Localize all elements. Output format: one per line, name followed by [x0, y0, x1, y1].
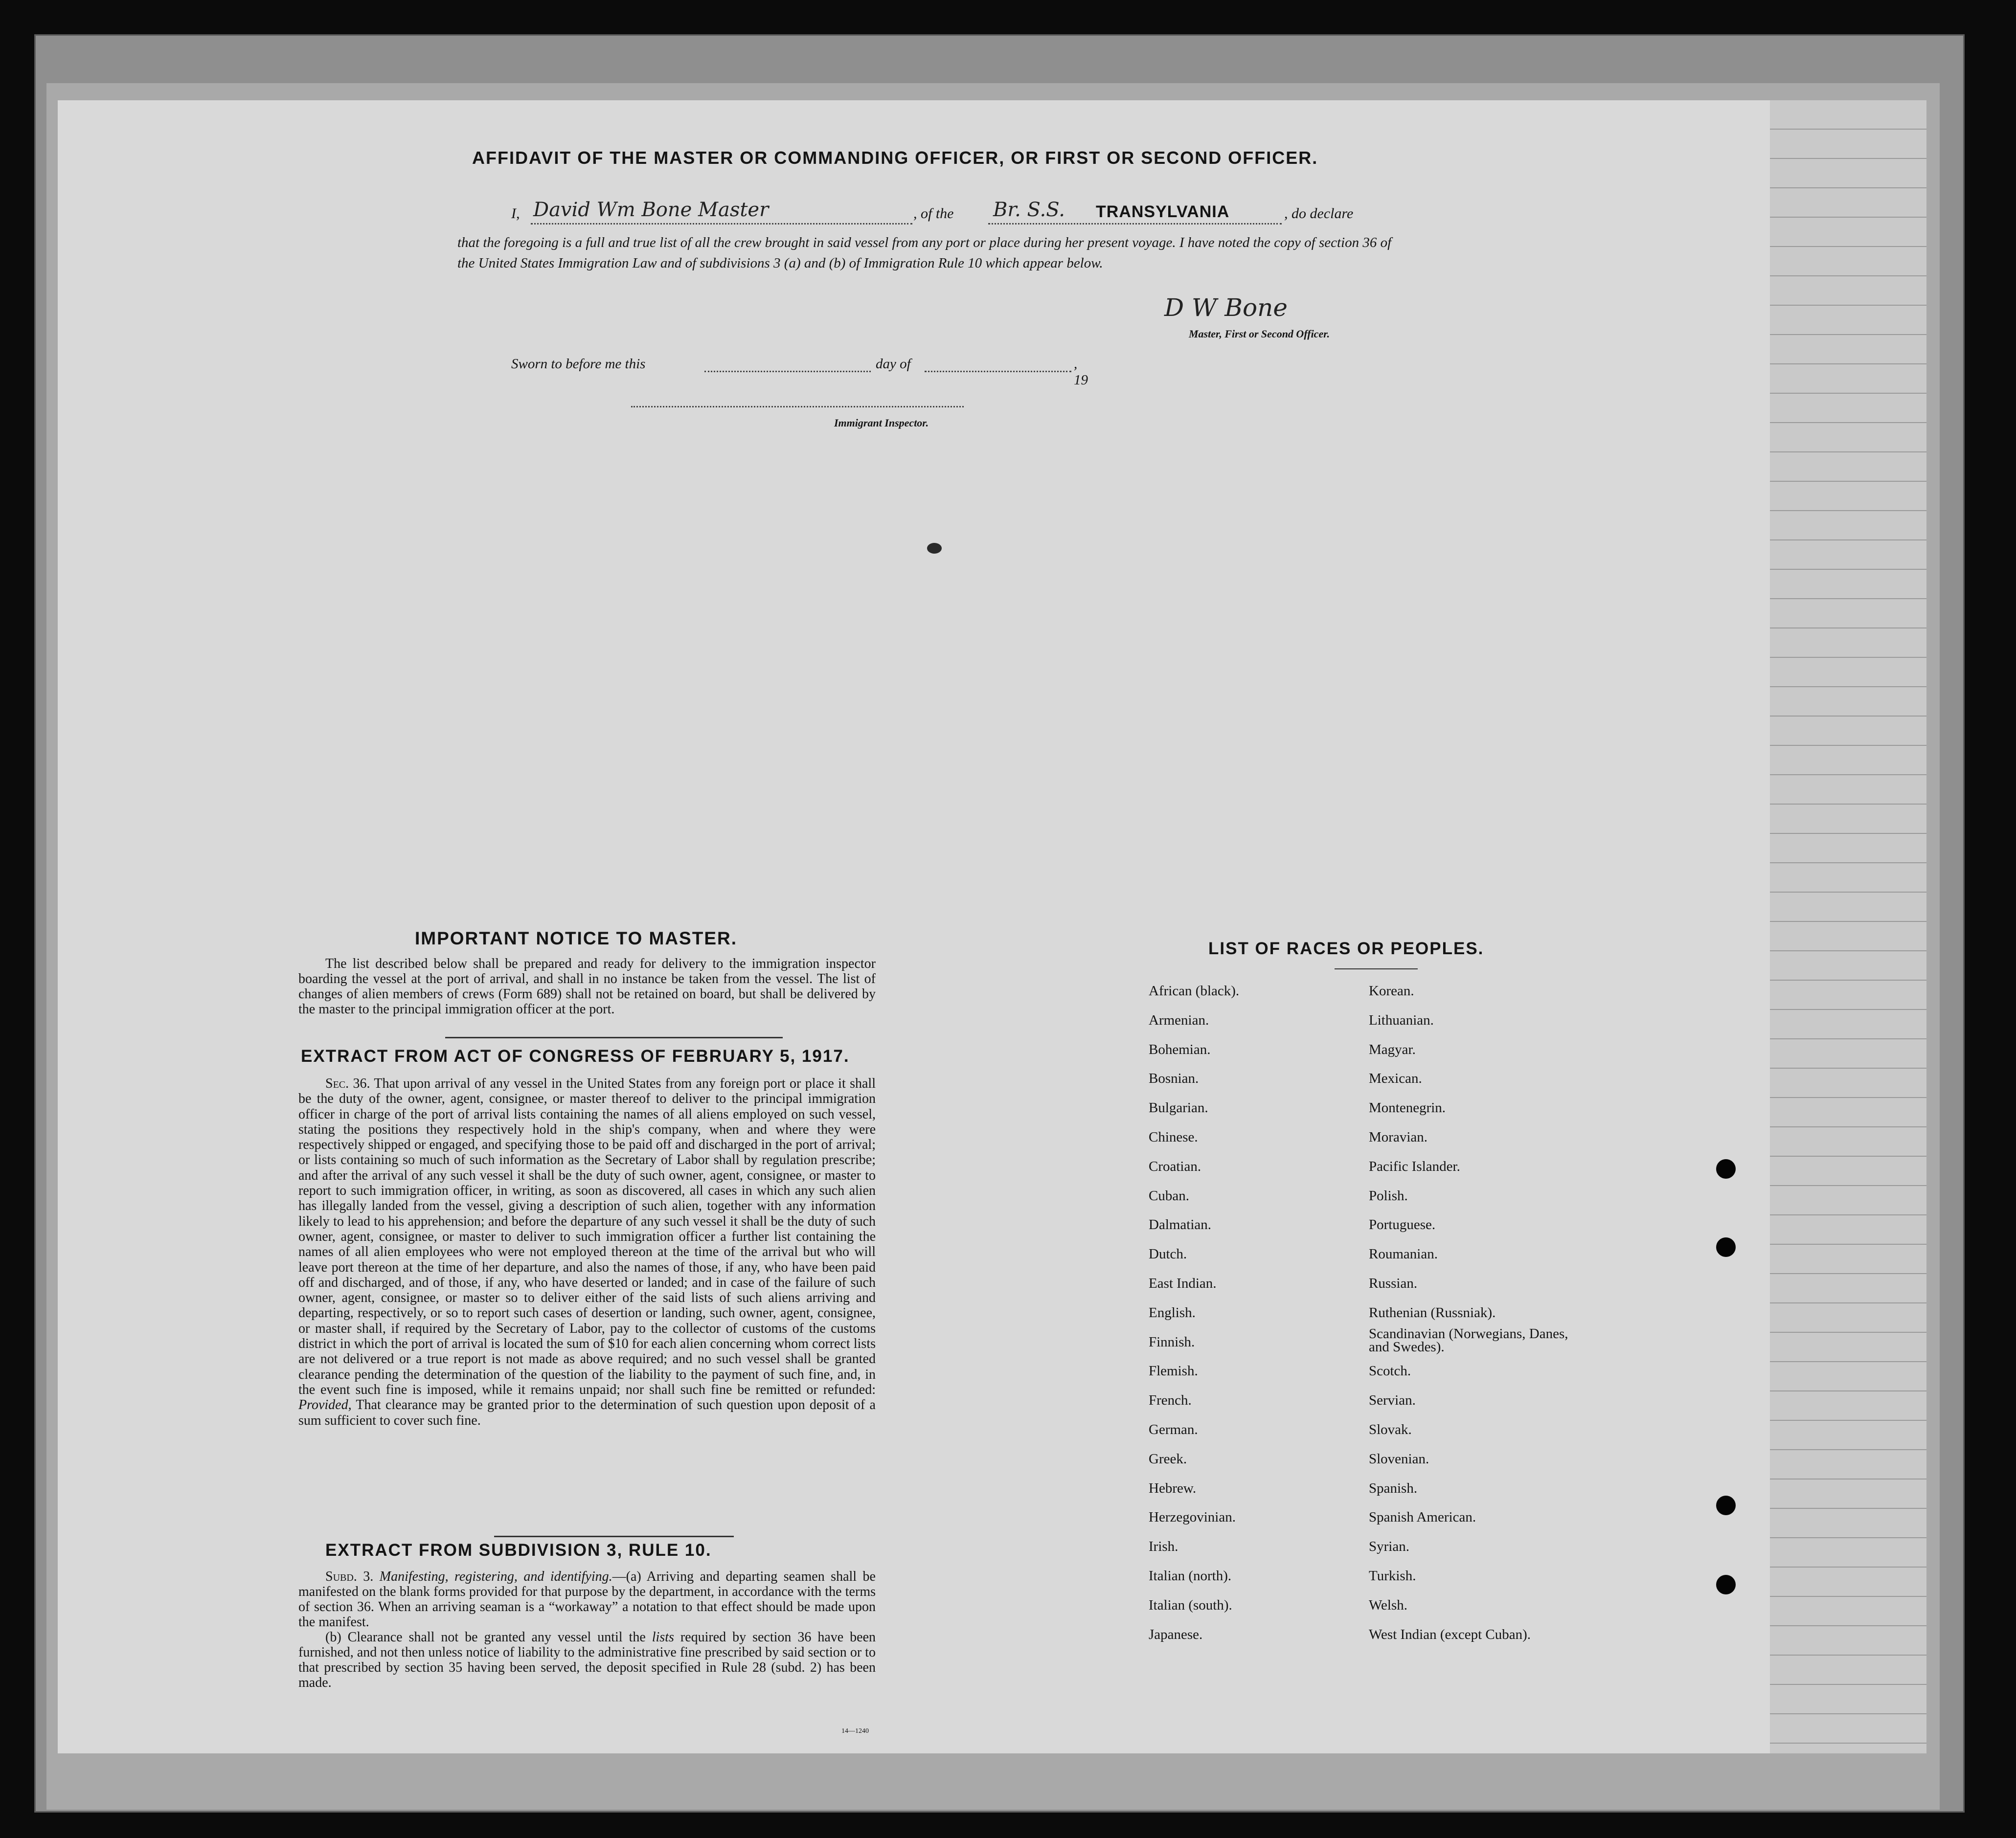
race-item: Roumanian.	[1369, 1246, 1438, 1262]
race-item: Mexican.	[1369, 1071, 1422, 1087]
races-rule	[1335, 968, 1418, 969]
ruled-margin-strip	[1770, 100, 1926, 1753]
notice-title: IMPORTANT NOTICE TO MASTER.	[415, 928, 738, 948]
race-item: Polish.	[1369, 1188, 1408, 1204]
race-item: Dutch.	[1149, 1246, 1187, 1262]
punch-hole	[1716, 1575, 1736, 1594]
act-section-36	[298, 1076, 876, 1428]
race-item: Welsh.	[1369, 1597, 1408, 1613]
race-item: Spanish American.	[1369, 1509, 1476, 1525]
race-item: Scotch.	[1369, 1363, 1411, 1379]
section-text: That upon arrival of any vessel in the United States from any foreign port or place it shall be the duty of the owner, agent, consignee, or master thereof to deliver to the principal immigration officer in charge of the port of arrival lists containing the names of all aliens employed on such vessel, stating the positions they respectively hold in the ship's company, when and where they were respectively shipped or engaged, and specifying those to be paid off and discharged in the port of arrival; or lists containing so much of such information as the Secretary of Labor shall by regulation prescribe; and after the arrival of any such vessel it shall be the duty of such owner, agent, consignee, or master to report to such immigration officer, in writing, as soon as discovered, all cases in which any such alien has illegally landed from the vessel, giving a description of such alien, together with any information likely to lead to his apprehension; and before the departure of any such vessel it shall be the duty of such owner, agent, consignee, or master to deliver to such immigration officer a further list containing the names of all alien employees who were not employed thereon at the time of the arrival but who will leave port thereon at the time of her departure, and also the names of those, if any, who have been paid off and discharged, and of those, if any, who have deserted or landed; and in case of the failure of such owner, agent, consignee, or master so to deliver either of the said lists of such aliens arriving and departing, respectively, or so to report such cases of desertion or landing, such owner, agent, consignee, or master shall, if required by the Secretary of Labor, pay to the collector of customs of the customs district in which the port of arrival is located the sum of $10 for each alien concerning whom correct lists are not delivered or a true report is not made as above required; and no such vessel shall be granted clearance pending the determination of the question of the liability to the payment of such fine, and, in the event such fine is imposed, while it remains unpaid; nor shall such fine be remitted or refunded:	[298, 1076, 876, 1397]
vessel-prefix-handwritten: Br. S.S.	[993, 199, 1065, 221]
race-item: Turkish.	[1369, 1568, 1416, 1584]
race-item: Bohemian.	[1149, 1041, 1211, 1057]
declaration-prefix: I,	[511, 205, 520, 222]
rule-title: EXTRACT FROM SUBDIVISION 3, RULE 10.	[325, 1541, 712, 1560]
sworn-day-line	[704, 371, 871, 372]
ink-blot	[927, 543, 942, 554]
subd-para-a: —(a) Arriving and departing seamen shall be manifested on the blank forms provided for that purpose by the department, in accordance with the terms of section 36. When an arriving seaman is a “workaway” a notation to that effect should be made upon the manifest.	[298, 1569, 876, 1630]
race-item: Japanese.	[1149, 1626, 1203, 1642]
race-item: Croatian.	[1149, 1158, 1201, 1174]
subd-para-b-2: required by section 36 have been furnished, and not then unless notice of liability to the administrative fine prescribed by said section or to that prescribed by section 35 having been served, the deposit specified in Rule 28 (subd. 2) has been made.	[298, 1630, 876, 1690]
race-item: Herzegovinian.	[1149, 1509, 1236, 1525]
race-item: Lithuanian.	[1369, 1012, 1434, 1028]
race-item: Irish.	[1149, 1539, 1178, 1555]
race-item: French.	[1149, 1392, 1192, 1409]
notice-text: The list described below shall be prepared and ready for delivery to the immigration inspector boarding the vessel at the port of arrival, and shall in no instance be taken from the vessel. The list of changes of alien members of crews (Form 689) shall not be retained on board, but shall be delivered by the master to the principal immigration officer at the port.	[298, 956, 876, 1017]
year-text: , 19	[1074, 356, 1088, 388]
declaration-body: that the foregoing is a full and true list of all the crew brought in said vessel from any port or place during her present voyage. I have noted the copy of section 36 of the United States Immigration Law and of subdivisions 3 (a) and (b) of Immigration Rule 10 which appear below.	[457, 235, 1392, 271]
section-rule	[494, 1536, 734, 1537]
race-item: Ruthenian (Russniak).	[1369, 1304, 1496, 1321]
subd-label: Subd. 3.	[325, 1569, 374, 1584]
race-item: Magyar.	[1369, 1041, 1416, 1057]
form-number: 14—1240	[841, 1727, 869, 1735]
race-item: Scandinavian (Norwegians, Danes, and Swedes).	[1369, 1325, 1568, 1355]
punch-hole	[1716, 1159, 1736, 1179]
notice-body	[298, 956, 876, 1017]
race-item: Portuguese.	[1369, 1217, 1436, 1233]
race-item: Syrian.	[1369, 1539, 1409, 1555]
race-item: Pacific Islander.	[1369, 1158, 1460, 1174]
sworn-month-line	[925, 371, 1071, 372]
do-declare-text: , do declare	[1284, 205, 1354, 222]
act-title: EXTRACT FROM ACT OF CONGRESS OF FEBRUARY 5, 1917.	[301, 1047, 850, 1066]
race-item: Korean.	[1369, 983, 1414, 999]
document-page	[58, 100, 1770, 1753]
race-item: Servian.	[1369, 1392, 1416, 1409]
race-item: Hebrew.	[1149, 1480, 1197, 1496]
race-item: Finnish.	[1149, 1334, 1195, 1350]
race-item: English.	[1149, 1304, 1196, 1321]
race-item: Greek.	[1149, 1451, 1187, 1467]
punch-hole	[1716, 1496, 1736, 1515]
race-item: Cuban.	[1149, 1188, 1189, 1204]
race-item: Italian (south).	[1149, 1597, 1232, 1613]
race-item: Chinese.	[1149, 1129, 1198, 1145]
race-item: Slovak.	[1369, 1422, 1412, 1437]
inspector-signature-line	[631, 406, 964, 407]
declaration-line	[511, 199, 1421, 235]
day-of-text: day of	[876, 356, 911, 372]
race-item: Russian.	[1369, 1276, 1418, 1291]
proviso-word: Provided,	[298, 1397, 352, 1413]
section-rule	[445, 1037, 783, 1038]
race-item: Montenegrin.	[1369, 1100, 1446, 1116]
rule-subdivision-3	[298, 1569, 876, 1690]
punch-hole	[1716, 1237, 1736, 1257]
race-item: Italian (north).	[1149, 1568, 1232, 1584]
master-signature: D W Bone	[1164, 293, 1288, 322]
master-name-line	[531, 223, 912, 224]
subd-para-b-1: (b) Clearance shall not be granted any vessel until the	[325, 1630, 646, 1645]
subd-heading: Manifesting, registering, and identifying.	[379, 1569, 612, 1584]
race-item: Moravian.	[1369, 1129, 1427, 1145]
race-item: Flemish.	[1149, 1363, 1198, 1379]
race-item: Bosnian.	[1149, 1071, 1199, 1087]
affidavit-title: AFFIDAVIT OF THE MASTER OR COMMANDING OFFICER, OR FIRST OR SECOND OFFICER.	[472, 148, 1318, 168]
of-the-text: , of the	[913, 205, 954, 222]
race-item: West Indian (except Cuban).	[1369, 1626, 1531, 1642]
proviso-text: That clearance may be granted prior to the determination of such question upon deposit of a sum sufficient to cover such fine.	[298, 1397, 876, 1428]
race-item: Spanish.	[1369, 1480, 1418, 1496]
vessel-name: TRANSYLVANIA	[1096, 202, 1230, 221]
sworn-before-text: Sworn to before me this	[511, 356, 646, 372]
race-item: Dalmatian.	[1149, 1217, 1212, 1233]
race-item: Bulgarian.	[1149, 1100, 1208, 1116]
race-item: African (black).	[1149, 983, 1240, 999]
section-label: Sec. 36.	[325, 1076, 370, 1091]
master-name-handwritten: David Wm Bone Master	[533, 199, 769, 221]
races-title: LIST OF RACES OR PEOPLES.	[1208, 939, 1484, 958]
race-item: Armenian.	[1149, 1012, 1209, 1028]
signature-caption: Master, First or Second Officer.	[1189, 328, 1330, 340]
inspector-caption: Immigrant Inspector.	[834, 417, 929, 429]
race-item: German.	[1149, 1422, 1198, 1437]
race-item: East Indian.	[1149, 1276, 1217, 1291]
race-item: Slovenian.	[1369, 1451, 1429, 1467]
subd-para-b-lists: lists	[652, 1630, 674, 1645]
vessel-name-line	[988, 223, 1282, 224]
